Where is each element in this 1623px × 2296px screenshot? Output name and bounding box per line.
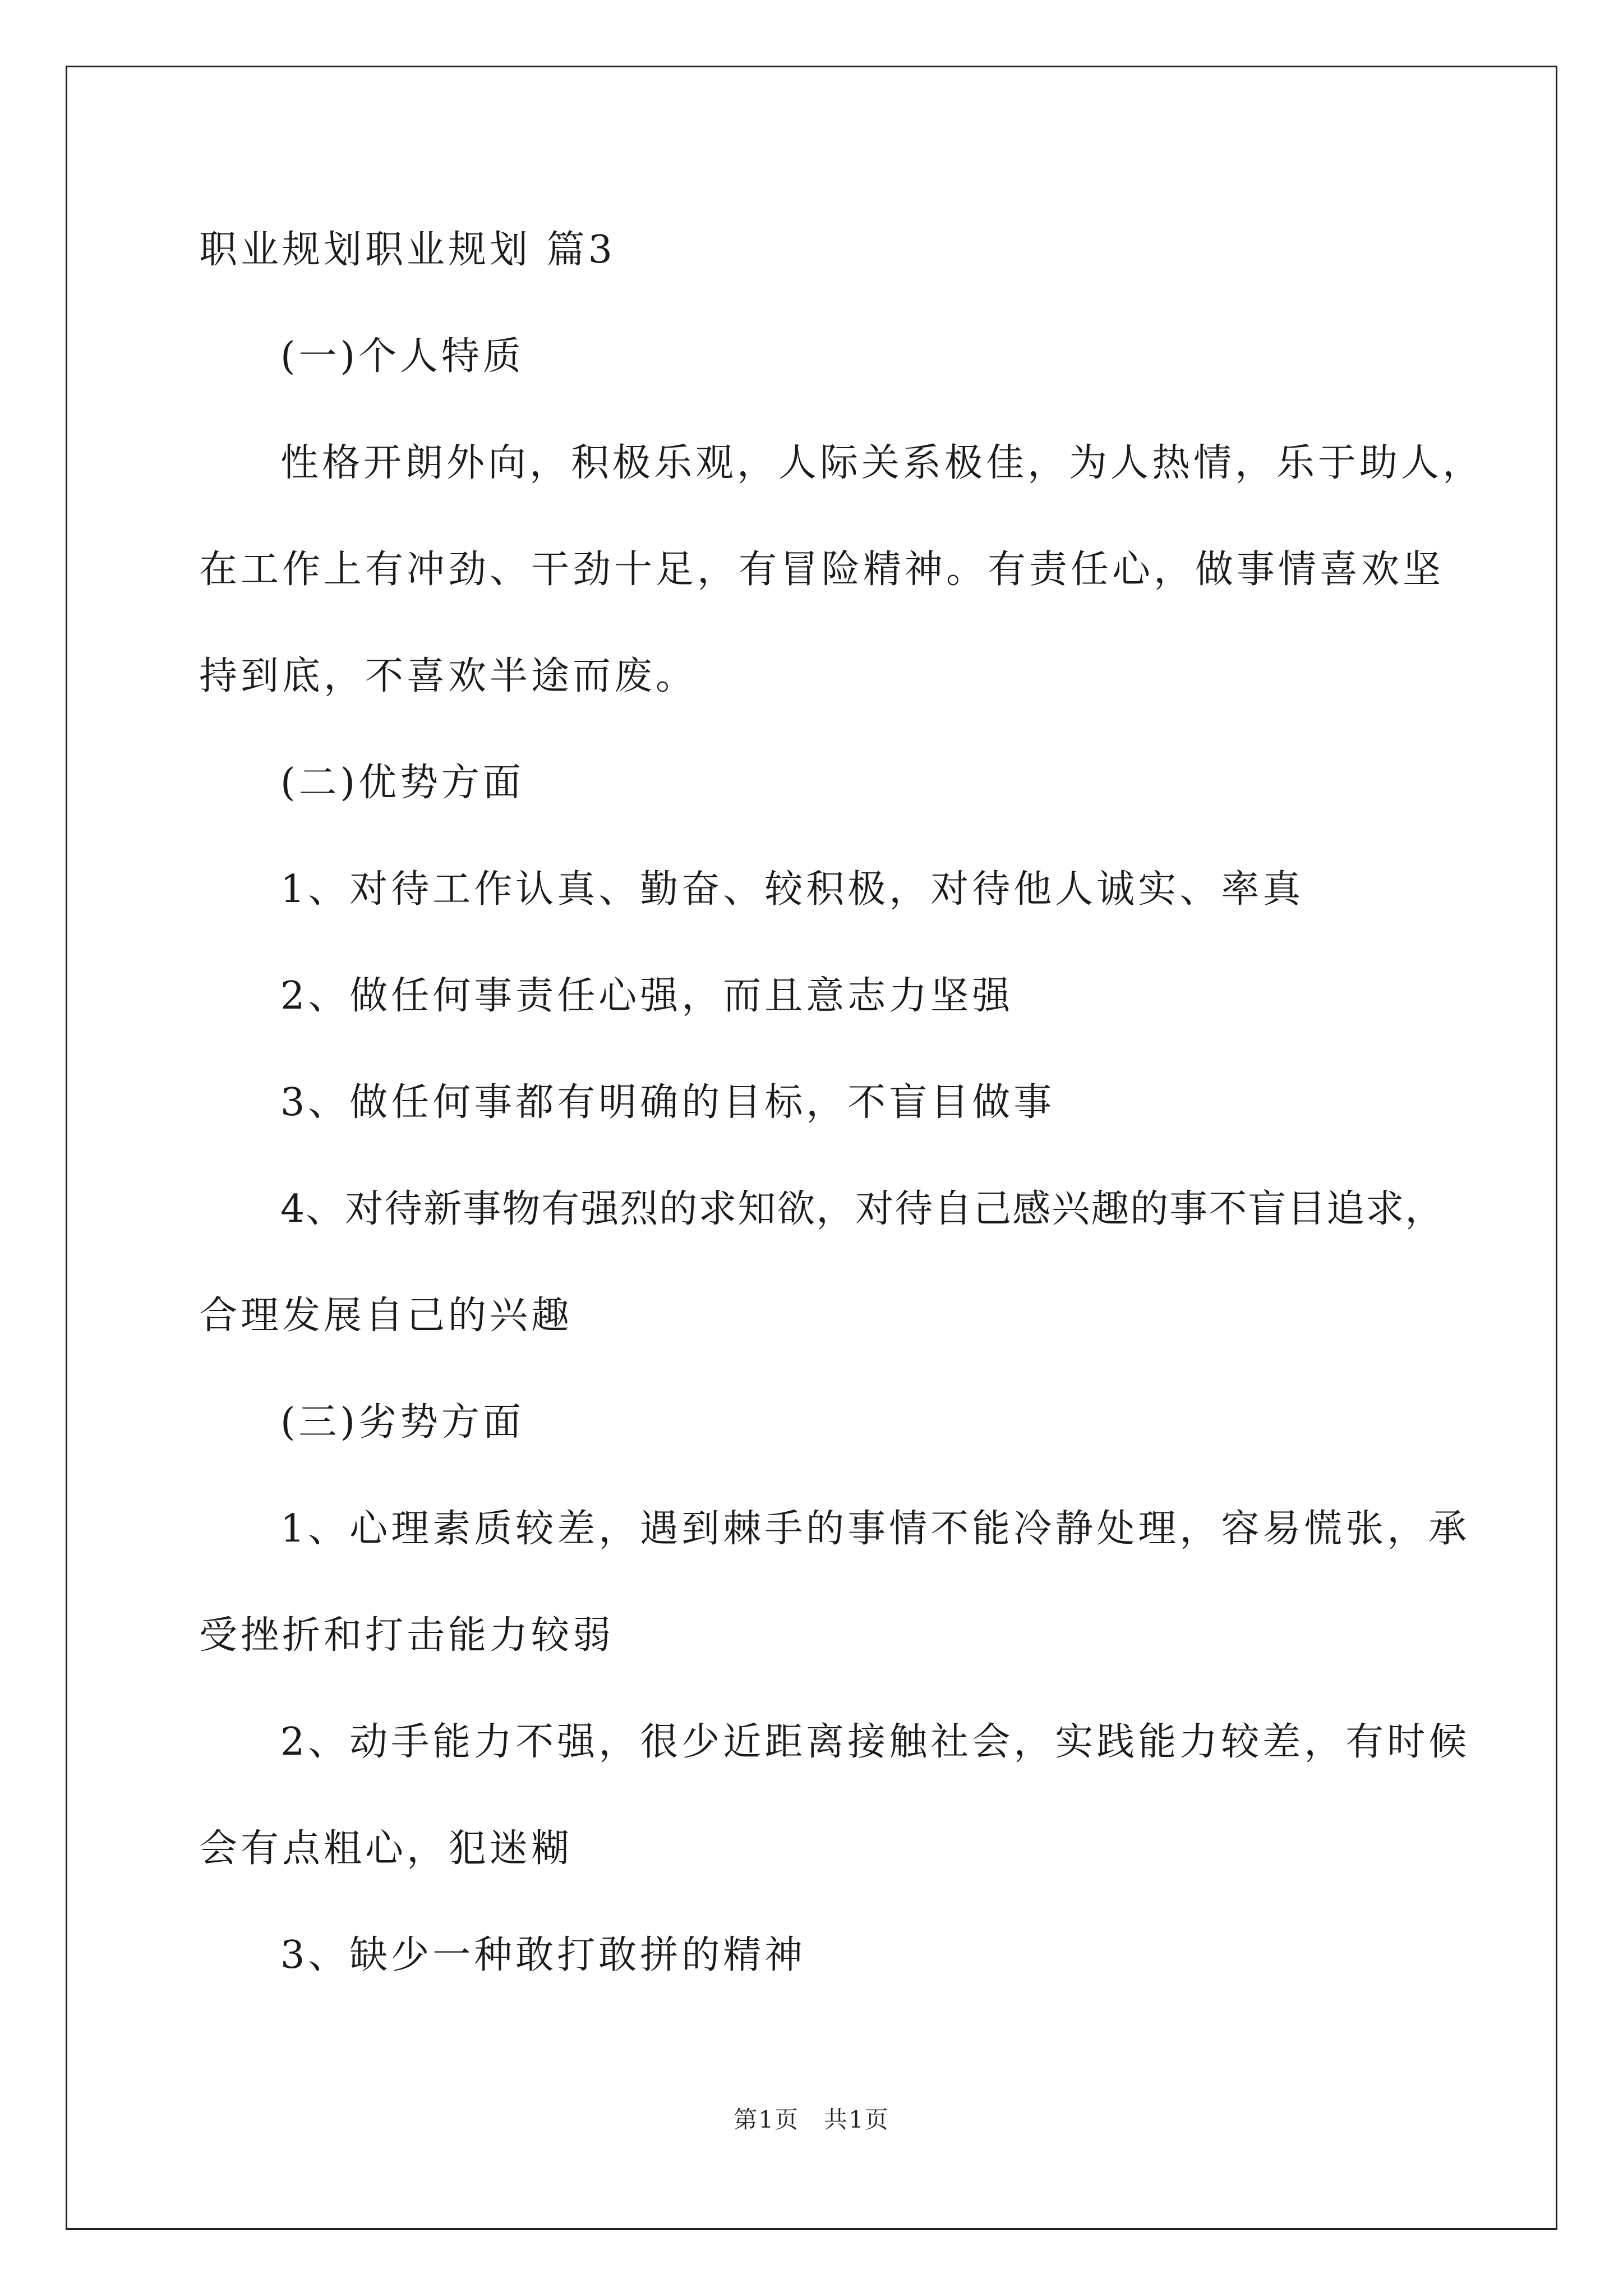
- section-heading: (一)个人特质: [280, 334, 525, 379]
- list-item: 3、缺少一种敢打敢拼的精神: [280, 1933, 806, 1977]
- list-item: 4、对待新事物有强烈的求知欲，对待自己感兴趣的事不盲目追求，: [280, 1187, 1445, 1231]
- paragraph-line: 性格开朗外向，积极乐观，人际关系极佳，为人热情，乐于助人，: [280, 441, 1484, 485]
- list-item: 2、动手能力不强，很少近距离接触社会，实践能力较差，有时候: [280, 1720, 1470, 1764]
- paragraph-line: 会有点粗心，犯迷糊: [199, 1826, 573, 1871]
- section-heading: (三)劣势方面: [280, 1400, 525, 1444]
- list-item: 1、对待工作认真、勤奋、较积极，对待他人诚实、率真: [280, 867, 1304, 912]
- paragraph-line: 合理发展自己的兴趣: [199, 1294, 573, 1338]
- paragraph-line: 受挫折和打击能力较弱: [199, 1613, 615, 1658]
- page-number: 第1页 共1页: [734, 2106, 889, 2133]
- list-item: 3、做任何事都有明确的目标，不盲目做事: [280, 1080, 1055, 1125]
- paragraph-line: 在工作上有冲劲、干劲十足，有冒险精神。有责任心，做事情喜欢坚: [199, 547, 1445, 592]
- list-item: 1、心理素质较差，遇到棘手的事情不能冷静处理，容易慌张，承: [280, 1507, 1470, 1551]
- page-border: [66, 66, 1557, 2230]
- document-title: 职业规划职业规划 篇3: [199, 228, 616, 272]
- section-heading: (二)优势方面: [280, 761, 525, 805]
- list-item: 2、做任何事责任心强，而且意志力坚强: [280, 974, 1014, 1018]
- paragraph-line: 持到底，不喜欢半途而废。: [199, 654, 698, 698]
